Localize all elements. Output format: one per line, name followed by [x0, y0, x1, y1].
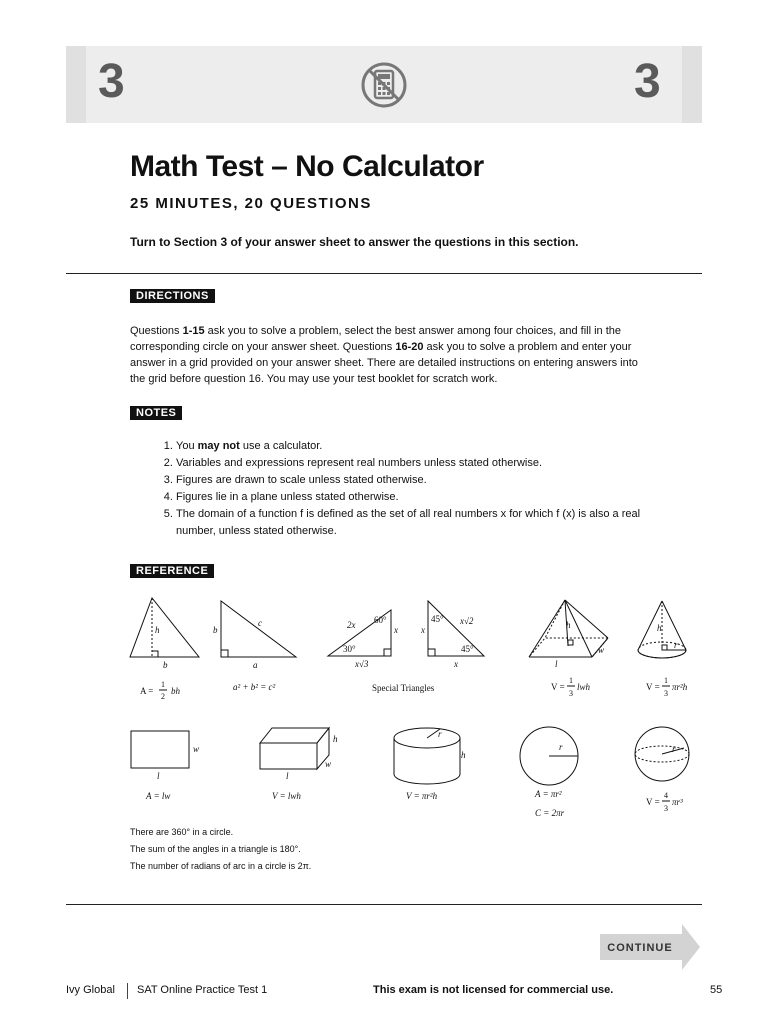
svg-text:l: l [555, 659, 558, 669]
thirty-sixty-ninety-figure [328, 610, 398, 669]
rectangle-figure [131, 731, 199, 781]
divider-bottom [66, 904, 702, 905]
svg-text:r: r [672, 744, 676, 754]
svg-text:1: 1 [664, 676, 668, 685]
svg-text:w: w [325, 759, 332, 769]
page-title: Math Test – No Calculator [130, 150, 484, 183]
page-number: 55 [710, 984, 723, 996]
svg-text:h: h [461, 750, 466, 760]
section-instruction: Turn to Section 3 of your answer sheet to answer the questions in this section. [130, 235, 579, 249]
pyramid-figure [529, 600, 608, 669]
svg-text:V =: V = [551, 682, 565, 692]
svg-text:x: x [421, 625, 425, 635]
svg-text:h: h [566, 620, 571, 630]
svg-text:45°: 45° [461, 644, 474, 654]
fact-item: There are 360° in a circle. [130, 827, 234, 837]
svg-text:3: 3 [664, 804, 668, 813]
fact-item: The number of radians of arc in a circle is 2π. [130, 861, 312, 871]
footer-brand: Ivy Global [66, 984, 115, 996]
svg-text:r: r [438, 729, 442, 739]
svg-text:l: l [157, 771, 160, 781]
directions-label: DIRECTIONS [130, 289, 215, 303]
svg-text:x: x [454, 659, 458, 669]
special-triangles-caption: Special Triangles [372, 683, 435, 693]
svg-text:V = lwh: V = lwh [272, 791, 301, 801]
cone-figure [638, 601, 686, 658]
note-item: 5. The domain of a function f is defined as the set of all real numbers x for which f (x) is also a real number, unless stated otherwise. [176, 506, 666, 540]
svg-text:30°: 30° [343, 644, 356, 654]
svg-text:1: 1 [569, 676, 573, 685]
svg-text:w: w [598, 645, 605, 655]
note-item: 3. Figures are drawn to scale unless stated otherwise. [176, 472, 666, 489]
svg-text:V = πr²h: V = πr²h [406, 791, 438, 801]
svg-text:C = 2πr: C = 2πr [535, 808, 565, 818]
svg-text:1: 1 [161, 680, 165, 689]
label-a: a [253, 660, 258, 670]
svg-text:x: x [394, 625, 398, 635]
svg-text:lwh: lwh [577, 682, 591, 692]
svg-text:2: 2 [161, 692, 165, 701]
right-triangle-figure [213, 601, 296, 670]
box-figure [260, 728, 338, 781]
svg-text:x√3: x√3 [355, 659, 369, 669]
footer-license: This exam is not licensed for commercial use. [373, 984, 614, 996]
note-item: 1. You may not use a calculator. [176, 438, 666, 455]
svg-text:4: 4 [664, 791, 668, 800]
svg-text:x√2: x√2 [460, 616, 474, 626]
svg-text:bh: bh [171, 686, 180, 696]
cylinder-figure [394, 728, 466, 784]
reference-facts [130, 824, 311, 875]
svg-text:3: 3 [569, 689, 573, 698]
page-subtitle: 25 MINUTES, 20 QUESTIONS [130, 195, 372, 212]
triangle-figure [130, 598, 199, 670]
svg-text:w: w [193, 744, 200, 754]
svg-text:a² + b² = c²: a² + b² = c² [233, 682, 276, 692]
svg-text:r: r [559, 742, 563, 752]
svg-text:πr²h: πr²h [672, 682, 688, 692]
svg-text:πr³: πr³ [672, 797, 683, 807]
note-item: 4. Figures lie in a plane unless stated otherwise. [176, 489, 666, 506]
svg-text:h: h [657, 623, 662, 633]
svg-text:V =: V = [646, 682, 660, 692]
label-b: b [163, 660, 168, 670]
label-h: h [155, 625, 160, 635]
continue-label: CONTINUE [607, 942, 673, 954]
svg-text:A = lw: A = lw [146, 791, 171, 801]
notes-label: NOTES [130, 406, 182, 420]
note-item: 2. Variables and expressions represent real numbers unless stated otherwise. [176, 455, 666, 472]
svg-text:r: r [674, 640, 678, 650]
circle-figure [520, 727, 578, 785]
svg-text:A = πr²: A = πr² [535, 789, 562, 799]
section-number-left: 3 [98, 55, 125, 108]
section-number-right: 3 [634, 55, 661, 108]
label-c: c [258, 618, 262, 628]
reference-label: REFERENCE [130, 564, 214, 578]
sphere-figure [635, 727, 689, 781]
svg-text:2x: 2x [347, 620, 356, 630]
svg-text:3: 3 [664, 689, 668, 698]
svg-text:l: l [286, 771, 289, 781]
svg-text:60°: 60° [374, 615, 387, 625]
directions-text: Questions 1-15 ask you to solve a problem, select the best answer among four choices, and fill in the corresponding circle on your answer sheet. Questions 16-20 ask you to solve a problem and enter your answer in a grid provided on your answer sheet. There are detailed instructions on entering answers into the grid before question 16. You may use your test booklet for scratch work. [130, 325, 638, 385]
svg-text:45°: 45° [431, 614, 444, 624]
svg-text:h: h [333, 734, 338, 744]
footer-test-name: SAT Online Practice Test 1 [137, 984, 268, 996]
svg-text:V =: V = [646, 797, 660, 807]
fact-item: The sum of the angles in a triangle is 180°. [130, 844, 301, 854]
forty-five-figure [420, 601, 484, 669]
footer-separator [127, 983, 128, 999]
continue-button[interactable] [600, 924, 702, 970]
svg-text:A =: A = [140, 686, 154, 696]
label-b2: b [213, 625, 218, 635]
